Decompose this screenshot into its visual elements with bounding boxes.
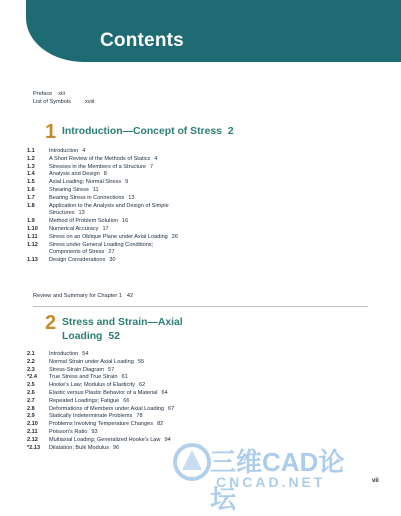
section-number: 2.1 [27, 351, 35, 357]
section-number: 1.13 [27, 257, 38, 264]
section-number: *2.13 [27, 444, 41, 451]
chapter-title-line: Introduction—Concept of Stress [62, 126, 222, 137]
section-page: 17 [102, 225, 109, 232]
section-number: 1.11 [27, 233, 38, 240]
section-page: 62 [138, 382, 146, 389]
toc-entry-list-of-symbols[interactable] [33, 99, 94, 105]
section-page: 13 [128, 194, 135, 201]
section-number: 1.1 [27, 148, 35, 154]
section-title-line [49, 203, 249, 211]
entry-label: List of Symbols [33, 99, 71, 105]
section-number: 2.7 [27, 397, 35, 404]
cad-logo-icon [172, 442, 212, 482]
section-title: Numerical Accuracy [49, 225, 99, 232]
section-number: 1.7 [27, 194, 35, 201]
section-title-line [49, 382, 249, 390]
section-title-line [49, 406, 249, 414]
section-title: Dilatation; Bulk Modulus [49, 444, 110, 451]
toc-section-entry[interactable] [27, 398, 249, 406]
section-number: 2.9 [27, 413, 35, 420]
toc-entry-review-chapter-1[interactable] [33, 293, 133, 299]
section-number: 1.10 [27, 225, 38, 232]
section-number: 2.11 [27, 428, 38, 435]
toc-section-entry[interactable] [27, 164, 249, 172]
section-title-line [49, 179, 249, 187]
toc-section-entry[interactable] [27, 226, 249, 234]
section-title-line [49, 195, 249, 203]
watermark-logo [172, 440, 352, 514]
toc-section-entry[interactable] [27, 187, 249, 195]
section-title-line [49, 171, 249, 179]
section-title: Shearing Stress [49, 186, 89, 193]
toc-section-entry[interactable] [27, 374, 249, 382]
chapter-title-line: Stress and Strain—Axial [62, 317, 183, 328]
section-title: Stress under General Loading Conditions; [49, 241, 154, 248]
entry-page: xiii [58, 91, 65, 97]
page-number: vii [372, 478, 379, 484]
section-title: Poisson's Ratio [49, 428, 88, 435]
toc-section-entry[interactable] [27, 257, 249, 265]
section-title: Bearing Stress in Connections [49, 194, 125, 201]
section-number: 1.5 [27, 179, 35, 186]
chapter-number: 2 [45, 312, 57, 334]
toc-section-entry[interactable] [27, 429, 249, 437]
chapter-2-sections [27, 351, 249, 452]
section-page: 11 [92, 186, 99, 193]
section-title: A Short Review of the Methods of Statics [49, 155, 151, 162]
section-title: Design Considerations [49, 257, 106, 264]
toc-section-entry[interactable] [27, 367, 249, 375]
section-page: 93 [91, 428, 98, 435]
entry-page: xviii [84, 99, 95, 105]
section-title-line [49, 156, 249, 164]
section-title: Stress on an Oblique Plane under Axial Loading [49, 233, 168, 240]
chapter-number: 1 [45, 121, 57, 143]
section-title: Elastic versus Plastic Behavior of a Material [49, 389, 158, 396]
section-title: Structures [49, 210, 75, 217]
section-number: 1.2 [27, 155, 35, 162]
section-title-line [49, 210, 249, 218]
section-number: 1.12 [27, 241, 38, 248]
section-title-line [49, 242, 249, 250]
entry-label: Review and Summary for Chapter 1 [33, 293, 122, 299]
section-title-line [49, 226, 249, 234]
section-title-line [49, 359, 249, 367]
page-title: Contents [100, 30, 184, 51]
section-title-line [49, 390, 249, 398]
section-title: Hooke's Law; Modulus of Elasticity [49, 382, 135, 389]
section-page: 55 [137, 358, 145, 365]
toc-section-entry[interactable] [27, 413, 249, 421]
toc-section-entry[interactable] [27, 390, 249, 398]
chapter-title-line: Loading [62, 331, 103, 342]
entry-label: Preface [33, 91, 53, 97]
section-number: 1.4 [27, 171, 35, 178]
section-title: Multiaxial Loading; Generalized Hooke's Law [49, 436, 161, 443]
toc-section-entry[interactable] [27, 359, 249, 367]
section-title: Stress-Strain Diagram [49, 366, 105, 373]
section-title: Statically Indeterminate Problems [49, 413, 133, 420]
section-title: Analysis and Design [49, 171, 100, 178]
section-page: 4 [154, 155, 158, 162]
section-title-line [49, 367, 249, 375]
section-title: Method of Problem Solution [49, 218, 119, 225]
section-title: Introduction [49, 351, 79, 357]
section-title-line [49, 148, 249, 156]
section-page: 8 [103, 171, 107, 178]
section-title: Normal Strain under Axial Loading [49, 358, 134, 365]
section-title: True Stress and True Strain [49, 374, 118, 381]
chapter-page: 2 [227, 126, 234, 137]
toc-section-entry[interactable] [27, 156, 249, 164]
section-title: Stresses in the Members of a Structure [49, 163, 146, 170]
section-page: 30 [109, 257, 116, 264]
section-title: Deformations of Members under Axial Loading [49, 405, 165, 412]
section-number: 2.2 [27, 358, 35, 365]
section-page: 64 [161, 389, 168, 396]
section-title-line [49, 429, 249, 437]
watermark-main-text: 三维CAD论坛 [210, 447, 345, 514]
section-page: 66 [123, 397, 130, 404]
section-page: 27 [108, 249, 115, 256]
chapter-title [62, 316, 183, 344]
section-number: 2.6 [27, 389, 35, 396]
watermark-sub-text: CNCAD.NET [216, 474, 326, 490]
section-page: 61 [121, 374, 128, 381]
section-page: 9 [125, 179, 129, 186]
toc-section-entry[interactable] [27, 171, 249, 179]
section-title-line [49, 351, 249, 359]
toc-entry-preface[interactable] [33, 91, 65, 97]
section-page: 16 [122, 218, 129, 225]
contents-banner [0, 0, 401, 76]
section-title: Components of Stress [49, 249, 105, 256]
chapter-title [62, 125, 234, 139]
toc-section-entry[interactable] [27, 218, 249, 226]
chapter-page: 52 [108, 331, 120, 342]
section-title: Introduction [49, 148, 79, 154]
banner-shape [26, 0, 401, 62]
section-page: 78 [136, 413, 143, 420]
section-number: 1.6 [27, 186, 35, 193]
toc-section-entry[interactable] [27, 179, 249, 187]
section-page: 54 [82, 351, 89, 357]
section-page: 13 [78, 210, 85, 217]
toc-section-entry[interactable] [27, 242, 249, 258]
section-page: 57 [108, 366, 115, 373]
section-title-line [49, 398, 249, 406]
section-page: 7 [150, 163, 154, 170]
chapter-1-sections [27, 148, 249, 265]
section-number: 1.9 [27, 218, 35, 225]
section-title-line [49, 164, 249, 172]
section-title-line [49, 218, 249, 226]
section-page: 67 [168, 405, 175, 412]
section-title-line [49, 234, 249, 242]
section-page: 26 [171, 233, 179, 240]
toc-section-entry[interactable] [27, 382, 249, 390]
section-number: 2.3 [27, 366, 35, 373]
section-number: 2.8 [27, 405, 35, 412]
section-number: *2.4 [27, 374, 37, 381]
section-page: 96 [113, 444, 120, 451]
section-divider [33, 306, 368, 307]
section-page: 82 [157, 421, 164, 428]
chapter-2-heading[interactable] [45, 312, 375, 344]
section-title-line [49, 257, 249, 265]
toc-section-entry[interactable] [27, 406, 249, 414]
toc-section-entry[interactable] [27, 234, 249, 242]
section-number: 2.5 [27, 382, 35, 389]
section-number: 2.10 [27, 421, 38, 428]
section-title-line [49, 413, 249, 421]
section-title: Application to the Analysis and Design of Simple [49, 202, 169, 209]
section-title-line [49, 249, 249, 257]
toc-section-entry[interactable] [27, 148, 249, 156]
section-number: 2.12 [27, 436, 38, 443]
toc-section-entry[interactable] [27, 421, 249, 429]
section-number: 1.8 [27, 202, 35, 209]
section-page: 4 [82, 148, 86, 154]
section-title-line [49, 374, 249, 382]
toc-section-entry[interactable] [27, 351, 249, 359]
chapter-1-heading[interactable] [45, 121, 375, 151]
toc-section-entry[interactable] [27, 203, 249, 219]
section-title-line [49, 187, 249, 195]
toc-section-entry[interactable] [27, 195, 249, 203]
entry-page: 42 [126, 293, 134, 299]
section-title: Problems Involving Temperature Changes [49, 421, 154, 428]
section-title: Axial Loading; Normal Stress [49, 179, 122, 186]
section-page: 94 [164, 436, 171, 443]
section-number: 1.3 [27, 163, 35, 170]
section-title: Repeated Loadings; Fatigue [49, 397, 120, 404]
section-title-line [49, 421, 249, 429]
